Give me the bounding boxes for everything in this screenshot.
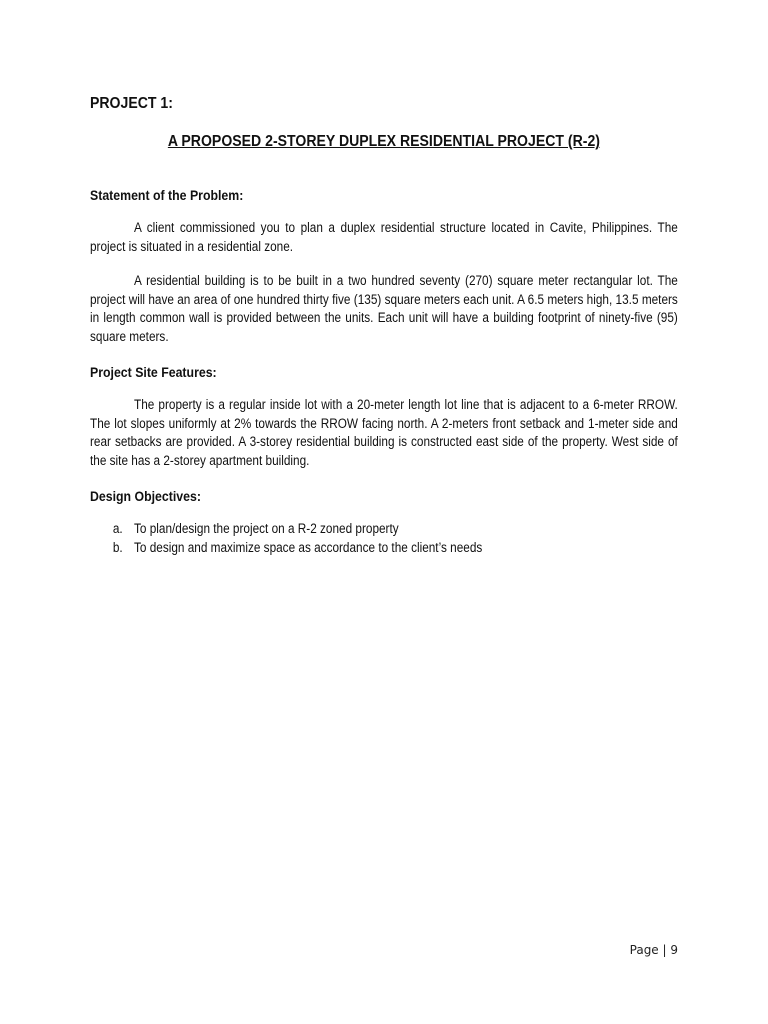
list-marker: a. (112, 521, 123, 536)
section-heading-statement: Statement of the Problem: (90, 187, 244, 203)
list-marker: b. (112, 539, 123, 555)
list-item (90, 539, 678, 558)
objectives-list (90, 520, 678, 557)
project-label: PROJECT 1: (90, 95, 173, 112)
list-item-text: To plan/design the project on a R-2 zoned property (134, 521, 399, 536)
paragraph: The property is a regular inside lot with a 20-meter length lot line that is adjacent to a 6-meter RROW. The lot slopes uniformly at 2% towards the RROW facing north. A 2-meters front setback and 1-meter side and rear setbacks are provided. A 3-storey residential building is constructed east side of the property. West side of the site has a 2-storey apartment building. (90, 397, 678, 468)
list-item (90, 520, 678, 539)
document-body (90, 94, 678, 557)
page-number: Page | 9 (629, 943, 678, 957)
project-title: A PROPOSED 2-STOREY DUPLEX RESIDENTIAL PROJECT (R-2) (167, 133, 600, 150)
paragraph: A residential building is to be built in a two hundred seventy (270) square meter rectangular lot. The project will have an area of one hundred thirty five (135) square meters each unit. A 6.5 meters high, 13.5 meters in length common wall is provided between the units. Each unit will have a building footprint of ninety-five (95) square meters. (90, 273, 678, 344)
section-heading-design-objectives: Design Objectives: (90, 488, 201, 504)
list-item-text: To design and maximize space as accordance to the client’s needs (134, 539, 483, 555)
paragraph: A client commissioned you to plan a duplex residential structure located in Cavite, Philippines. The project is situated in a residential zone. (90, 220, 678, 254)
section-heading-site-features: Project Site Features: (90, 364, 217, 380)
